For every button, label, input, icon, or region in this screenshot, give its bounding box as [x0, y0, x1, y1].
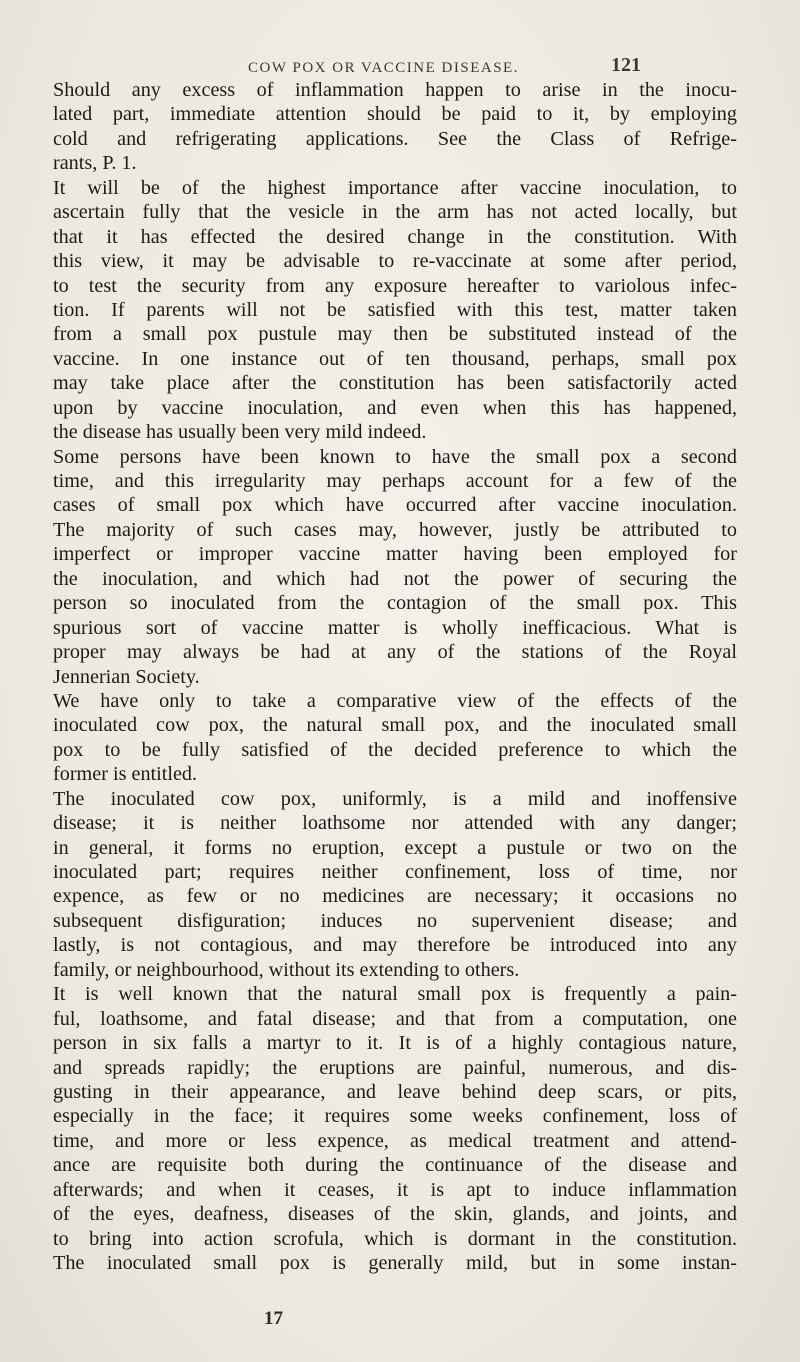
signature-mark: 17 — [264, 1308, 283, 1329]
text-line: time, and this irregularity may perhaps account for a few of the — [53, 470, 737, 492]
text-line: proper may always be had at any of the stations of the Royal — [53, 641, 737, 664]
running-title: COW POX OR VACCINE DISEASE. — [248, 60, 519, 76]
text-line: family, or neighbourhood, without its extending to others. — [53, 958, 520, 981]
text-line: spurious sort of vaccine matter is wholly inefficacious. What is — [53, 616, 737, 639]
text-line: from a small pox pustule may then be substituted instead of the — [53, 323, 737, 346]
text-line: imperfect or improper vaccine matter having been employed for — [53, 543, 737, 566]
text-line: Should any excess of inflammation happen to arise in the inocu- — [53, 79, 737, 101]
text-line: tion. If parents will not be satisfied with this test, matter taken — [53, 298, 737, 321]
text-line: Some persons have been known to have the small pox a second — [53, 445, 737, 468]
text-line: Jennerian Society. — [53, 665, 200, 688]
text-line: pox to be fully satisfied of the decided preference to which the — [53, 738, 737, 761]
text-line: the disease has usually been very mild indeed. — [53, 421, 427, 444]
text-line: subsequent disfiguration; induces no supervenient disease; and — [53, 909, 737, 932]
text-line: disease; it is neither loathsome nor attended with any danger; — [53, 812, 737, 835]
text-line: ance are requisite both during the continuance of the disease and — [53, 1154, 737, 1177]
text-line: upon by vaccine inoculation, and even when this has happened, — [53, 396, 737, 419]
text-line: inoculated part; requires neither confinement, loss of time, nor — [53, 861, 737, 883]
text-line: The majority of such cases may, however, justly be attributed to — [53, 518, 737, 541]
text-line: and spreads rapidly; the eruptions are painful, numerous, and dis- — [53, 1056, 737, 1079]
text-line: afterwards; and when it ceases, it is apt to induce inflammation — [53, 1178, 737, 1201]
text-line: It is well known that the natural small pox is frequently a pain- — [53, 983, 737, 1006]
body-text — [53, 78, 737, 1275]
text-line: ascertain fully that the vesicle in the arm has not acted locally, but — [53, 201, 737, 224]
text-line: vaccine. In one instance out of ten thousand, perhaps, small pox — [53, 347, 737, 370]
text-line: lated part, immediate attention should be paid to it, by employing — [53, 103, 737, 126]
text-line: person so inoculated from the contagion of the small pox. This — [53, 592, 737, 615]
text-line: person in six falls a martyr to it. It is of a highly contagious nature, — [53, 1032, 737, 1055]
text-line: The inoculated small pox is generally mild, but in some instan- — [53, 1252, 737, 1274]
text-line: this view, it may be advisable to re-vaccinate at some after period, — [53, 250, 737, 273]
text-line: The inoculated cow pox, uniformly, is a mild and inoffensive — [53, 787, 737, 810]
text-line: in general, it forms no eruption, except a pustule or two on the — [53, 836, 737, 859]
text-line: gusting in their appearance, and leave behind deep scars, or pits, — [53, 1080, 737, 1103]
text-line: time, and more or less expence, as medical treatment and attend- — [53, 1129, 737, 1152]
text-line: lastly, is not contagious, and may therefore be introduced into any — [53, 934, 737, 957]
text-line: may take place after the constitution has been satisfactorily acted — [53, 372, 737, 395]
text-line: of the eyes, deafness, diseases of the skin, glands, and joints, and — [53, 1203, 737, 1226]
text-line: former is entitled. — [53, 763, 198, 786]
text-line: inoculated cow pox, the natural small pox, and the inoculated small — [53, 714, 737, 737]
page-number: 121 — [611, 54, 641, 76]
text-line: rants, P. 1. — [53, 152, 137, 175]
text-line: ful, loathsome, and fatal disease; and that from a computation, one — [53, 1007, 737, 1030]
text-line: the inoculation, and which had not the power of securing the — [53, 567, 737, 590]
text-line: cases of small pox which have occurred after vaccine inoculation. — [53, 494, 737, 517]
text-line: We have only to take a comparative view of the effects of the — [53, 689, 737, 712]
text-line: It will be of the highest importance after vaccine inoculation, to — [53, 176, 737, 199]
text-line: to test the security from any exposure hereafter to variolous infec- — [53, 274, 737, 297]
text-line: cold and refrigerating applications. See the Class of Refrige- — [53, 127, 737, 150]
text-line: that it has effected the desired change in the constitution. With — [53, 225, 737, 248]
text-line: especially in the face; it requires some weeks confinement, loss of — [53, 1105, 737, 1128]
text-line: expence, as few or no medicines are necessary; it occasions no — [53, 885, 737, 908]
text-line: to bring into action scrofula, which is dormant in the constitution. — [53, 1227, 737, 1250]
